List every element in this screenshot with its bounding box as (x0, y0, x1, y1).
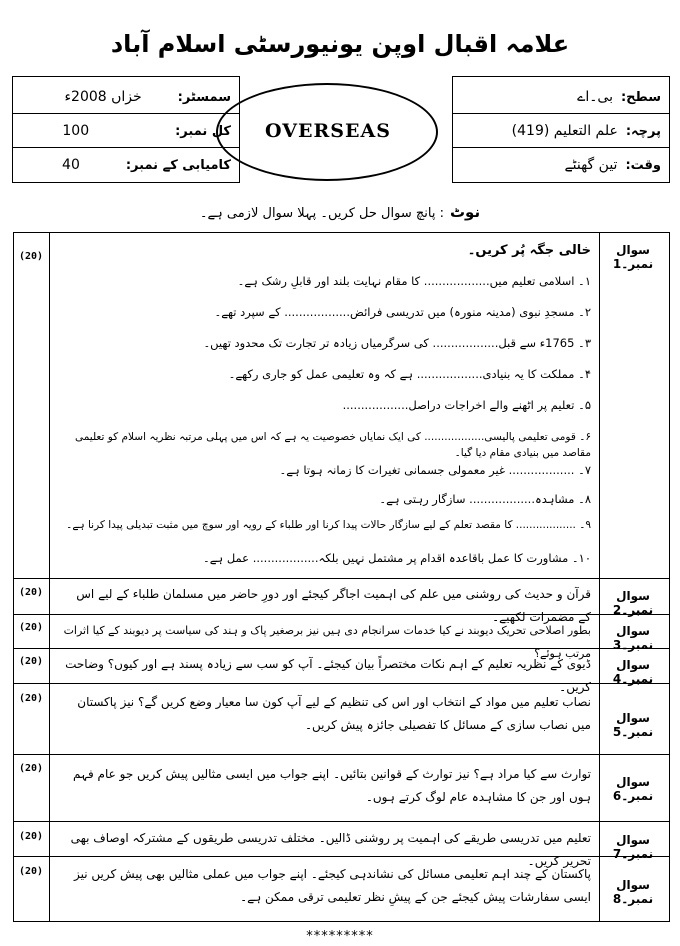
label-column-divider (599, 233, 600, 921)
question-label: سوال نمبر۔4 (612, 658, 654, 686)
question-heading: خالی جگہ پُر کریں۔ (467, 243, 591, 258)
paper-value: علم التعلیم (419) (511, 123, 618, 139)
exam-info-box (12, 76, 240, 183)
university-title: علامہ اقبال اوپن یونیورسٹی اسلام آباد (110, 30, 570, 58)
question-text: ڈیوی کے نظریہ تعلیم کے اہم نکات مختصراً بیان کیجئے۔ آپ کو سب سے زیادہ پسند ہے اور کیوں؟ وضاحت کریں۔ (65, 657, 591, 694)
note-text: : پانچ سوال حل کریں۔ پہلا سوال لازمی ہے۔ (199, 206, 444, 221)
questions-table (13, 232, 670, 922)
fill-blank-item: ۳۔ 1765ء سے قبل.................. کی سرگرمیاں زیادہ تر تجارت تک محدود تھیں۔ (203, 336, 591, 350)
question-marks: (20) (18, 866, 44, 877)
paper-label: پرچہ: (625, 123, 661, 139)
overseas-stamp-text: OVERSEAS (265, 120, 391, 142)
question-marks: (20) (18, 693, 44, 704)
fill-blank-item: ۱۰۔ مشاورت کا عمل باقاعدہ اقدام پر مشتمل نہیں بلکہ.................. عمل ہے۔ (202, 551, 591, 565)
fill-blank-item: ۲۔ مسجدِ نبوی (مدینہ منورہ) میں تدریسی فرائض.................. کے سپرد تھے۔ (214, 305, 591, 319)
question-marks: (20) (18, 251, 44, 262)
fill-blank-item: ۴۔ مملکت کا یہ بنیادی.................. ہے کہ وہ تعلیمی عمل کو جاری رکھے۔ (228, 367, 591, 381)
level-label: سطح: (620, 89, 661, 105)
total-marks-value: 100 (62, 123, 90, 139)
fill-blank-item: ۸۔ مشاہدہ.................. سازگار رہتی ہے۔ (379, 492, 591, 506)
pass-marks-label: کامیابی کے نمبر: (125, 157, 231, 173)
question-label: سوال نمبر۔6 (612, 775, 654, 803)
total-marks-label: کل نمبر: (175, 123, 231, 139)
note-label: نوٹ (449, 203, 481, 221)
question-label: سوال نمبر۔2 (612, 589, 654, 617)
fill-blank-item: ۶۔ قومی تعلیمی پالیسی.................. کی ایک نمایاں خصوصیت یہ ہے کہ اس میں پہلی مرتبہ نظریہ اسلام کو تعلیمی مقاصد میں بنیادی مقام دیا گیا۔ (74, 431, 591, 459)
question-marks: (20) (18, 656, 44, 667)
pass-marks-value: 40 (62, 157, 80, 173)
question-text: پاکستان کے چند اہم تعلیمی مسائل کی نشاندہی کیجئے۔ اپنے جواب میں عملی مثالیں بھی پیش کریں نیز ایسی سفارشات پیش کیجئے جن کے پیشِ نظر تعلیمی ترقی ممکن ہے۔ (74, 867, 591, 904)
question-text: تعلیم میں تدریسی طریقے کی اہمیت پر روشنی ڈالیں۔ مختلف تدریسی طریقوں کے مشترکہ اوصاف بھی تحریر کریں۔ (70, 831, 591, 868)
question-marks: (20) (18, 622, 44, 633)
semester-label: سمسٹر: (177, 89, 231, 105)
question-label: سوال نمبر۔8 (612, 878, 654, 906)
course-info-box (452, 76, 670, 183)
semester-value: خزاں 2008ء (64, 89, 142, 105)
time-label: وقت: (625, 157, 661, 173)
question-text: بطور اصلاحی تحریک دیوبند نے کیا خدمات سرانجام دی ہیں نیز برصغیر پاک و ہند کی سیاست پر دیوبند کے کیا اثرات مرتب ہوئے؟ (63, 624, 591, 660)
question-text: قرآن و حدیث کی روشنی میں علم کی اہمیت اجاگر کیجئے اور دورِ حاضر میں مسلمان طلباء کے لیے اس کے مضمرات لکھیے۔ (76, 587, 591, 624)
question-marks: (20) (18, 763, 44, 774)
fill-blank-item: ۷۔ .................. غیر معمولی جسمانی تغیرات کا زمانہ ہوتا ہے۔ (279, 463, 591, 477)
marks-column-divider (49, 233, 50, 921)
fill-blank-item: ۹۔ .................. کا مقصد تعلم کے لیے سازگار حالات پیدا کرنا اور طلباء کے رویہ اور سوچ میں مثبت تبدیلی پیدا کرنا ہے۔ (66, 519, 591, 531)
fill-blank-item: ۵۔ تعلیم پر اٹھنے والے اخراجات دراصل.................. (342, 398, 591, 412)
time-value: تین گھنٹے (564, 157, 618, 173)
question-label: سوال نمبر۔3 (612, 624, 654, 652)
question-marks: (20) (18, 587, 44, 598)
question-marks: (20) (18, 831, 44, 842)
question-text: نصاب تعلیم میں مواد کے انتخاب اور اس کی تنظیم کے لیے آپ کون سا معیار وضع کریں گے؟ نیز پاکستان میں نصاب سازی کے مسائل کا تفصیلی جائزہ پیش کریں۔ (77, 695, 591, 732)
level-value: بی۔اے (577, 89, 613, 105)
question-label: سوال نمبر۔7 (612, 833, 654, 861)
fill-blank-item: ۱۔ اسلامی تعلیم میں.................. کا مقام نہایت بلند اور قابلِ رشک ہے۔ (237, 274, 591, 288)
question-text: توارث سے کیا مراد ہے؟ نیز توارث کے قوانین بتائیں۔ اپنے جواب میں ایسی مثالیں پیش کریں جو عام فہم ہوں اور جن کا مشاہدہ عام لوگ کرتے ہوں۔ (72, 767, 591, 804)
question-label: سوال نمبر۔1 (612, 243, 654, 271)
instructions-note (0, 203, 680, 221)
footer-stars: ********* (306, 929, 374, 944)
question-label: سوال نمبر۔5 (612, 711, 654, 739)
